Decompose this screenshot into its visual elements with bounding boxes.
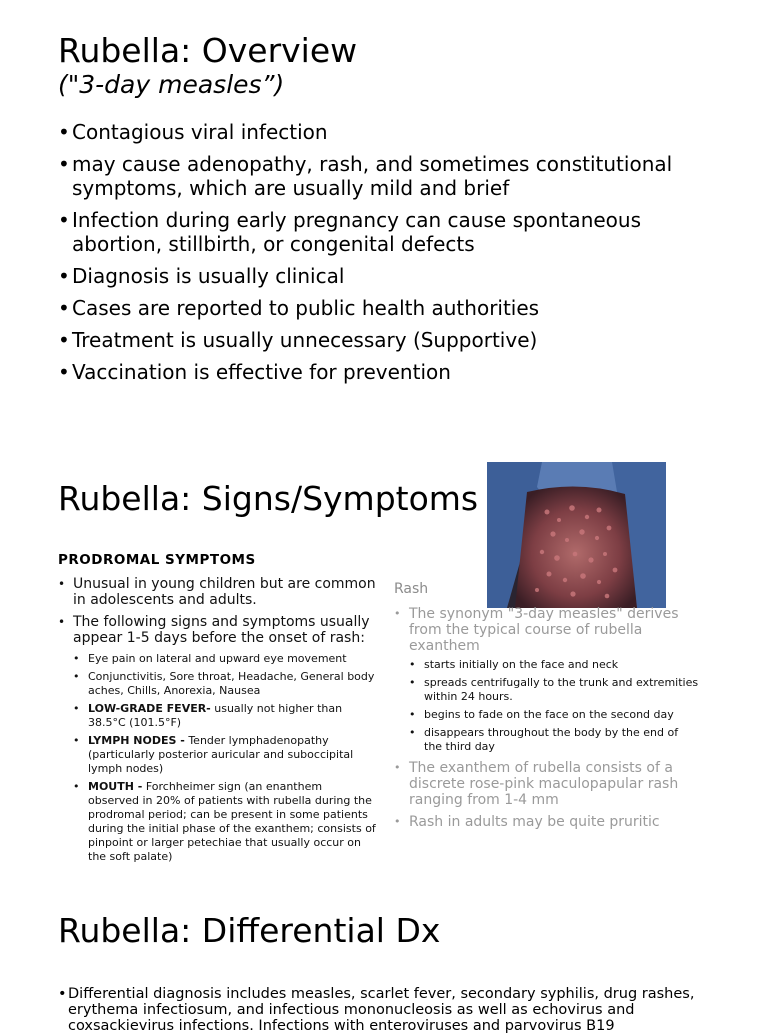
list-item [58, 614, 376, 863]
rash-sub-list [409, 658, 699, 754]
slide3-title: Rubella: Differential Dx [58, 911, 441, 950]
list-item: • Infection during early pregnancy can cause spontaneous abortion, stillbirth, or congenital defects [58, 208, 698, 256]
prodromal-heading: PRODROMAL SYMPTOMS [58, 552, 256, 568]
list-item [73, 734, 376, 776]
slide1-title: Rubella: Overview [58, 31, 358, 70]
list-item-text: The synonym "3-day measles" derives from the typical course of rubella exanthem [409, 606, 679, 654]
prodromal-sub-list [73, 652, 376, 863]
list-item-text: Eye pain on lateral and upward eye movement [88, 652, 347, 665]
list-item-bold: LOW-GRADE FEVER- [88, 702, 211, 715]
list-item: • starts initially on the face and neck [409, 658, 699, 672]
list-item: • begins to fade on the face on the second day [409, 708, 699, 722]
list-item: • Cases are reported to public health authorities [58, 296, 698, 320]
list-item-text: usually not higher than 38.5°C (101.5°F) [88, 702, 343, 729]
list-item: • Contagious viral infection [58, 120, 698, 144]
list-item [73, 702, 376, 730]
list-item: • Unusual in young children but are common in adolescents and adults. [58, 576, 376, 608]
list-item: • Vaccination is effective for prevention [58, 360, 698, 384]
rash-heading: Rash [394, 581, 429, 597]
slide1-subtitle: ("3-day measles”) [58, 70, 285, 99]
list-item-text: The following signs and symptoms usually appear 1-5 days before the onset of rash: [73, 614, 370, 646]
list-item-bold: LYMPH NODES - [88, 734, 185, 747]
list-item [73, 670, 376, 698]
rash-on-torso-photo-icon [487, 462, 666, 608]
list-item-text: Tender lymphadenopathy (particularly posterior auricular and suboccipital lymph nodes) [88, 734, 354, 775]
list-item: • Diagnosis is usually clinical [58, 264, 698, 288]
list-item: • disappears throughout the body by the end of the third day [409, 726, 699, 754]
list-item: • may cause adenopathy, rash, and sometimes constitutional symptoms, which are usually mild and brief [58, 152, 698, 200]
list-item: • Rash in adults may be quite pruritic [394, 814, 699, 830]
list-item-text: Conjunctivitis, Sore throat, Headache, General body aches, Chills, Anorexia, Nausea [88, 670, 375, 697]
list-item [73, 780, 376, 863]
list-item [394, 606, 699, 754]
list-item: • Differential diagnosis includes measles, scarlet fever, secondary syphilis, drug rashes, erythema infectiosum, and infectious mononucleosis as well as echovirus and coxsackievirus infections. Infections with enteroviruses and parvovirus B19 [58, 986, 708, 1034]
list-item-text: Forchheimer sign (an enanthem observed in 20% of patients with rubella during the prodromal period; can be present in some patients during the initial phase of the exanthem; consists of pinpoint or larger petechiae that usually occur on the soft palate) [88, 780, 376, 863]
list-item [73, 652, 376, 666]
slide2-title: Rubella: Signs/Symptoms [58, 479, 479, 518]
list-item: • Treatment is usually unnecessary (Supportive) [58, 328, 698, 352]
rash-photo [487, 462, 666, 608]
list-item-bold: MOUTH - [88, 780, 143, 793]
prodromal-bullet-list [58, 576, 376, 863]
list-item: • spreads centrifugally to the trunk and extremities within 24 hours. [409, 676, 699, 704]
slide3-bullet-list [58, 986, 708, 1034]
rash-bullet-list [394, 606, 699, 836]
slide1-bullet-list [58, 120, 698, 392]
list-item: • The exanthem of rubella consists of a discrete rose-pink maculopapular rash ranging from 1-4 mm [394, 760, 699, 808]
